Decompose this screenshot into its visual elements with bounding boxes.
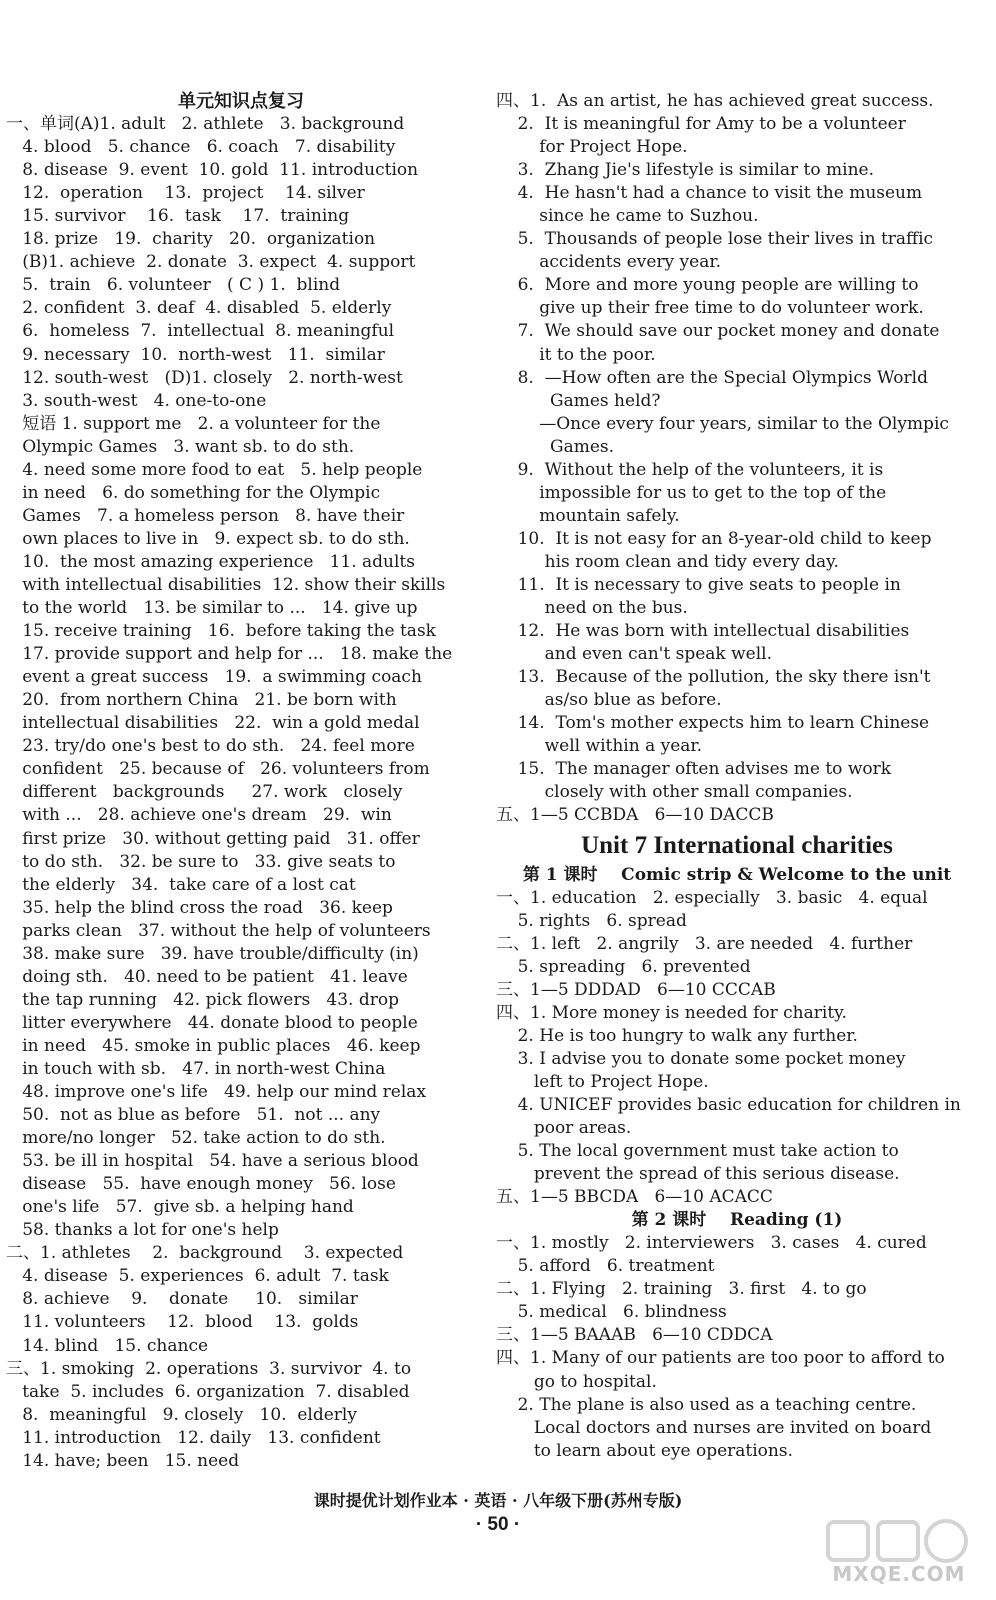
answer-line: 5. Thousands of people lose their lives in traffic	[496, 229, 934, 250]
answer-line: Games held?	[496, 390, 661, 411]
answer-line: 53. be ill in hospital 54. have a serious blood	[6, 1151, 419, 1172]
right-answer-lines-a	[496, 90, 978, 828]
answer-line: since he came to Suzhou.	[496, 206, 759, 227]
answer-line: more/no longer 52. take action to do sth.	[6, 1128, 386, 1149]
answer-line: 5. The local government must take action to	[496, 1141, 899, 1162]
answer-line: the elderly 34. take care of a lost cat	[6, 874, 356, 895]
answer-line: 10. the most amazing experience 11. adults	[6, 551, 415, 572]
answer-line: 8. disease 9. event 10. gold 11. introduction	[6, 160, 419, 181]
answer-line: it to the poor.	[496, 344, 656, 365]
answer-line: 5. rights 6. spread	[496, 910, 687, 931]
answer-line: prevent the spread of this serious disease.	[496, 1164, 900, 1185]
answer-line: 6. More and more young people are willing to	[496, 275, 919, 296]
answer-line: 58. thanks a lot for one's help	[6, 1220, 279, 1241]
answer-line: 5. spreading 6. prevented	[496, 956, 751, 977]
answer-line: Games.	[496, 436, 615, 457]
answer-line: 12. operation 13. project 14. silver	[6, 183, 365, 204]
answer-line: closely with other small companies.	[496, 782, 853, 803]
answer-line: 4. UNICEF provides basic education for children in	[496, 1094, 961, 1115]
answer-line: 12. south-west (D)1. closely 2. north-west	[6, 367, 403, 388]
answer-line: as/so blue as before.	[496, 690, 722, 711]
answer-line: 4. disease 5. experiences 6. adult 7. task	[6, 1266, 389, 1287]
answer-line: take 5. includes 6. organization 7. disabled	[6, 1381, 410, 1402]
answer-line: 5. train 6. volunteer ( C ) 1. blind	[6, 275, 341, 296]
watermark-logo-icon	[824, 1518, 974, 1566]
section-title: 单元知识点复习	[178, 91, 304, 112]
answer-line: litter everywhere 44. donate blood to people	[6, 1012, 418, 1033]
answer-line: 11. It is necessary to give seats to people in	[496, 574, 901, 595]
answer-line: well within a year.	[496, 736, 703, 757]
answer-line: 短语 1. support me 2. a volunteer for the	[6, 413, 381, 434]
answer-line: 12. He was born with intellectual disabilities	[496, 621, 910, 642]
answer-line: the tap running 42. pick flowers 43. drop	[6, 989, 399, 1010]
answer-line: 20. from northern China 21. be born with	[6, 690, 397, 711]
answer-line: 三、1—5 BAAAB 6—10 CDDCA	[496, 1325, 773, 1346]
answer-line: Olympic Games 3. want sb. to do sth.	[6, 436, 355, 457]
answer-line: 50. not as blue as before 51. not ... any	[6, 1105, 381, 1126]
answer-line: 5. medical 6. blindness	[496, 1302, 727, 1323]
answer-line: 3. Zhang Jie's lifestyle is similar to mine.	[496, 160, 875, 181]
unit-title: Unit 7 International charities	[581, 831, 893, 859]
answer-line: 14. Tom's mother expects him to learn Chinese	[496, 713, 930, 734]
left-column	[6, 90, 476, 1473]
answer-line: 23. try/do one's best to do sth. 24. feel more	[6, 736, 415, 757]
answer-line: intellectual disabilities 22. win a gold medal	[6, 713, 420, 734]
answer-line: 6. homeless 7. intellectual 8. meaningful	[6, 321, 395, 342]
answer-line: 11. volunteers 12. blood 13. golds	[6, 1312, 359, 1333]
answer-line: 3. I advise you to donate some pocket money	[496, 1048, 906, 1069]
answer-line: parks clean 37. without the help of volunteers	[6, 920, 431, 941]
answer-line: 18. prize 19. charity 20. organization	[6, 229, 376, 250]
answer-line: 二、1. Flying 2. training 3. first 4. to go	[496, 1279, 867, 1300]
watermark	[824, 1518, 974, 1588]
answer-line: 13. Because of the pollution, the sky there isn't	[496, 667, 931, 688]
answer-line: 15. survivor 16. task 17. training	[6, 206, 350, 227]
answer-line: 4. need some more food to eat 5. help people	[6, 459, 423, 480]
answer-line: in need 45. smoke in public places 46. keep	[6, 1035, 421, 1056]
answer-line: 二、1. left 2. angrily 3. are needed 4. further	[496, 933, 913, 954]
page-number: · 50 ·	[475, 1514, 521, 1535]
answer-line: different backgrounds 27. work closely	[6, 782, 403, 803]
page-footer: 课时提优计划作业本 · 英语 · 八年级下册(苏州专版)	[313, 1491, 683, 1510]
answer-line: his room clean and tidy every day.	[496, 551, 839, 572]
answer-line: event a great success 19. a swimming coach	[6, 667, 422, 688]
right-answer-lines-b	[496, 887, 978, 1210]
right-column	[496, 90, 978, 1463]
answer-line: 35. help the blind cross the road 36. keep	[6, 897, 393, 918]
answer-line: 11. introduction 12. daily 13. confident	[6, 1427, 381, 1448]
answer-line: 3. south-west 4. one-to-one	[6, 390, 267, 411]
answer-line: 7. We should save our pocket money and donate	[496, 321, 940, 342]
answer-line: 一、1. mostly 2. interviewers 3. cases 4. cured	[496, 1233, 927, 1254]
answer-line: (B)1. achieve 2. donate 3. expect 4. support	[6, 252, 416, 273]
answer-line: with ... 28. achieve one's dream 29. win	[6, 805, 392, 826]
answer-line: need on the bus.	[496, 598, 688, 619]
answer-line: —Once every four years, similar to the Olympic	[496, 413, 949, 434]
answer-line: with intellectual disabilities 12. show their skills	[6, 574, 446, 595]
answer-line: 四、1. As an artist, he has achieved great success.	[496, 91, 934, 111]
answer-line: 一、1. education 2. especially 3. basic 4. equal	[496, 887, 928, 908]
answer-line: Games 7. a homeless person 8. have their	[6, 505, 405, 526]
answer-line: 2. confident 3. deaf 4. disabled 5. elderly	[6, 298, 392, 319]
answer-line: 三、1. smoking 2. operations 3. survivor 4. to	[6, 1358, 412, 1379]
answer-line: mountain safely.	[496, 505, 680, 526]
answer-line: 四、1. More money is needed for charity.	[496, 1002, 847, 1023]
answer-line: 五、1—5 CCBDA 6—10 DACCB	[496, 805, 774, 826]
answer-line: Local doctors and nurses are invited on board	[496, 1417, 932, 1438]
right-answer-lines-c	[496, 1232, 978, 1462]
answer-line: 48. improve one's life 49. help our mind relax	[6, 1082, 427, 1103]
answer-line: confident 25. because of 26. volunteers from	[6, 759, 430, 780]
answer-line: 2. He is too hungry to walk any further.	[496, 1025, 858, 1046]
answer-line: 15. The manager often advises me to work	[496, 759, 892, 780]
answer-line: give up their free time to do volunteer work.	[496, 298, 924, 319]
answer-line: 五、1—5 BBCDA 6—10 ACACC	[496, 1187, 773, 1208]
answer-line: impossible for us to get to the top of the	[496, 482, 887, 503]
answer-line: left to Project Hope.	[496, 1071, 709, 1092]
answer-line: go to hospital.	[496, 1371, 657, 1392]
answer-line: poor areas.	[496, 1118, 632, 1139]
left-answer-lines	[6, 113, 476, 1473]
answer-line: 15. receive training 16. before taking the task	[6, 621, 436, 642]
answer-line: to learn about eye operations.	[496, 1440, 793, 1461]
answer-line: to do sth. 32. be sure to 33. give seats to	[6, 851, 396, 872]
answer-line: 2. The plane is also used as a teaching centre.	[496, 1394, 917, 1415]
answer-line: 8. achieve 9. donate 10. similar	[6, 1289, 358, 1310]
answer-line: accidents every year.	[496, 252, 722, 273]
answer-line: 三、1—5 DDDAD 6—10 CCCAB	[496, 979, 776, 1000]
answer-line: in need 6. do something for the Olympic	[6, 482, 381, 503]
answer-line: 4. blood 5. chance 6. coach 7. disability	[6, 137, 396, 158]
answer-line: for Project Hope.	[496, 137, 688, 158]
answer-line: disease 55. have enough money 56. lose	[6, 1174, 396, 1195]
answer-line: to the world 13. be similar to ... 14. give up	[6, 598, 418, 619]
answer-line: and even can't speak well.	[496, 644, 772, 665]
answer-line: 8. meaningful 9. closely 10. elderly	[6, 1404, 357, 1425]
answer-line: 一、单词(A)1. adult 2. athlete 3. background	[6, 114, 405, 135]
answer-line: own places to live in 9. expect sb. to do sth.	[6, 528, 410, 549]
answer-line: in touch with sb. 47. in north-west China	[6, 1058, 386, 1079]
answer-line: 四、1. Many of our patients are too poor to afford to	[496, 1348, 945, 1369]
answer-line: doing sth. 40. need to be patient 41. leave	[6, 966, 408, 987]
answer-line: 9. Without the help of the volunteers, it is	[496, 459, 884, 480]
answer-line: 5. afford 6. treatment	[496, 1256, 715, 1277]
answer-line: 38. make sure 39. have trouble/difficulty (in)	[6, 943, 419, 964]
answer-line: 9. necessary 10. north-west 11. similar	[6, 344, 385, 365]
answer-line: 8. —How often are the Special Olympics World	[496, 367, 928, 388]
answer-line: 14. have; been 15. need	[6, 1450, 240, 1471]
answer-line: one's life 57. give sb. a helping hand	[6, 1197, 354, 1218]
answer-line: 2. It is meaningful for Amy to be a volunteer	[496, 114, 906, 135]
watermark-text: MXQE.COM	[832, 1562, 966, 1586]
answer-line: 4. He hasn't had a chance to visit the museum	[496, 183, 923, 204]
answer-line: 10. It is not easy for an 8-year-old child to keep	[496, 528, 932, 549]
answer-line: 17. provide support and help for ... 18. make the	[6, 644, 453, 665]
answer-line: 14. blind 15. chance	[6, 1335, 209, 1356]
answer-line: 二、1. athletes 2. background 3. expected	[6, 1243, 404, 1264]
lesson-1-title: 第 1 课时 Comic strip & Welcome to the unit	[522, 864, 952, 885]
answer-line: first prize 30. without getting paid 31. offer	[6, 828, 420, 849]
lesson-2-title: 第 2 课时 Reading (1)	[631, 1210, 843, 1231]
